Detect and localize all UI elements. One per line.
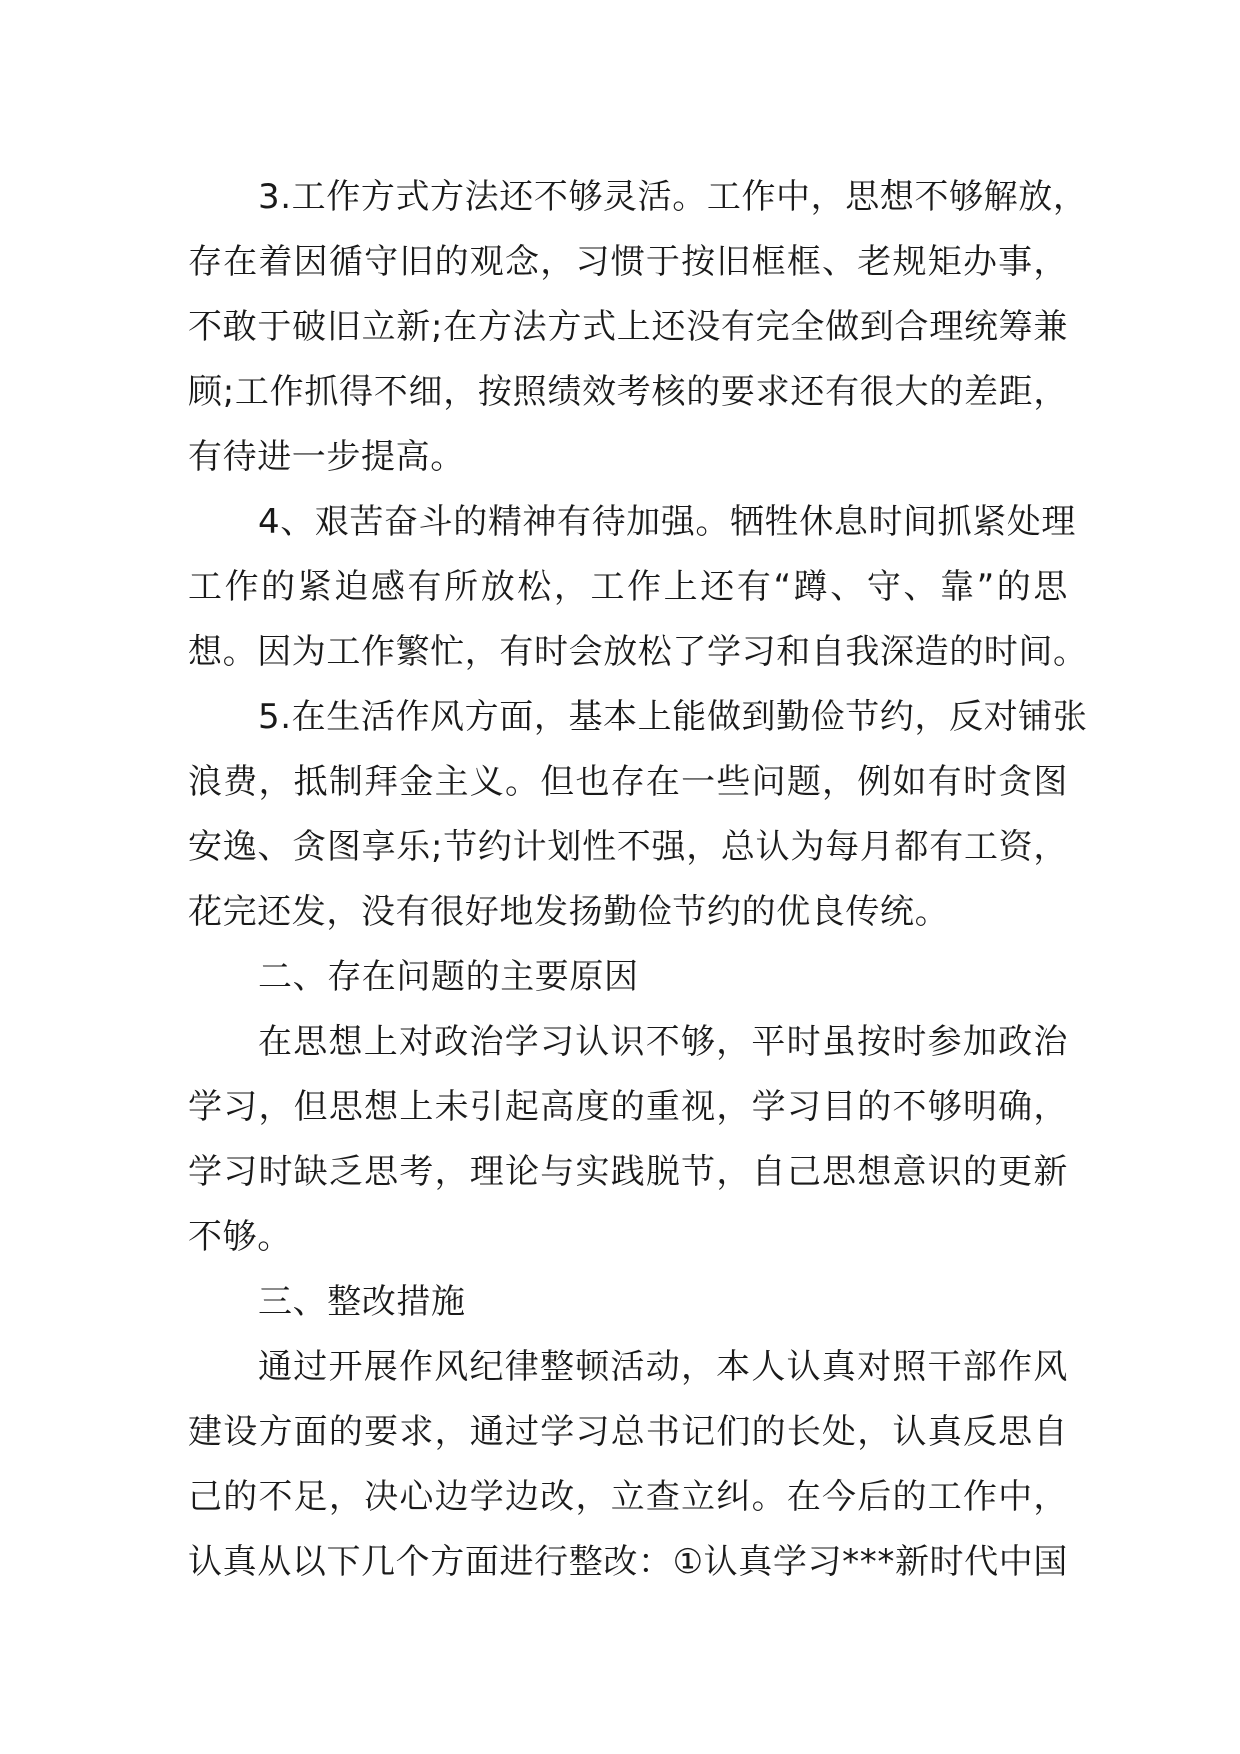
- text-line: 3.工作方式方法还不够灵活。工作中，思想不够解放，: [258, 177, 1088, 217]
- text-line: 存在着因循守旧的观念，习惯于按旧框框、老规矩办事，: [188, 242, 1068, 282]
- text-line: 学习时缺乏思考，理论与实践脱节，自己思想意识的更新: [188, 1152, 1068, 1192]
- text-line: 通过开展作风纪律整顿活动，本人认真对照干部作风: [258, 1347, 1068, 1387]
- text-line: 安逸、贪图享乐;节约计划性不强，总认为每月都有工资，: [188, 827, 1068, 867]
- section-heading: 三、整改措施: [258, 1282, 466, 1322]
- text-line: 不敢于破旧立新;在方法方式上还没有完全做到合理统筹兼: [188, 307, 1068, 347]
- text-line: 顾;工作抓得不细，按照绩效考核的要求还有很大的差距，: [188, 372, 1068, 412]
- text-line: 己的不足，决心边学边改，立查立纠。在今后的工作中，: [188, 1477, 1068, 1517]
- text-line: 浪费，抵制拜金主义。但也存在一些问题，例如有时贪图: [188, 762, 1068, 802]
- text-line: 想。因为工作繁忙，有时会放松了学习和自我深造的时间。: [188, 632, 1088, 672]
- text-line: 在思想上对政治学习认识不够，平时虽按时参加政治: [258, 1022, 1068, 1062]
- text-line: 学习，但思想上未引起高度的重视，学习目的不够明确，: [188, 1087, 1068, 1127]
- text-line: 认真从以下几个方面进行整改：①认真学习***新时代中国: [188, 1542, 1068, 1582]
- text-line: 4、艰苦奋斗的精神有待加强。牺牲休息时间抓紧处理: [258, 502, 1077, 542]
- text-line: 不够。: [188, 1217, 292, 1257]
- text-line: 有待进一步提高。: [188, 437, 465, 477]
- body-text: [188, 165, 1088, 1595]
- section-heading: 二、存在问题的主要原因: [258, 957, 639, 997]
- text-line: 建设方面的要求，通过学习总书记们的长处，认真反思自: [188, 1412, 1068, 1452]
- text-line: 5.在生活作风方面，基本上能做到勤俭节约，反对铺张: [258, 697, 1088, 737]
- text-line: 花完还发，没有很好地发扬勤俭节约的优良传统。: [188, 892, 950, 932]
- text-line: 工作的紧迫感有所放松，工作上还有“蹲、守、靠”的思: [188, 567, 1068, 607]
